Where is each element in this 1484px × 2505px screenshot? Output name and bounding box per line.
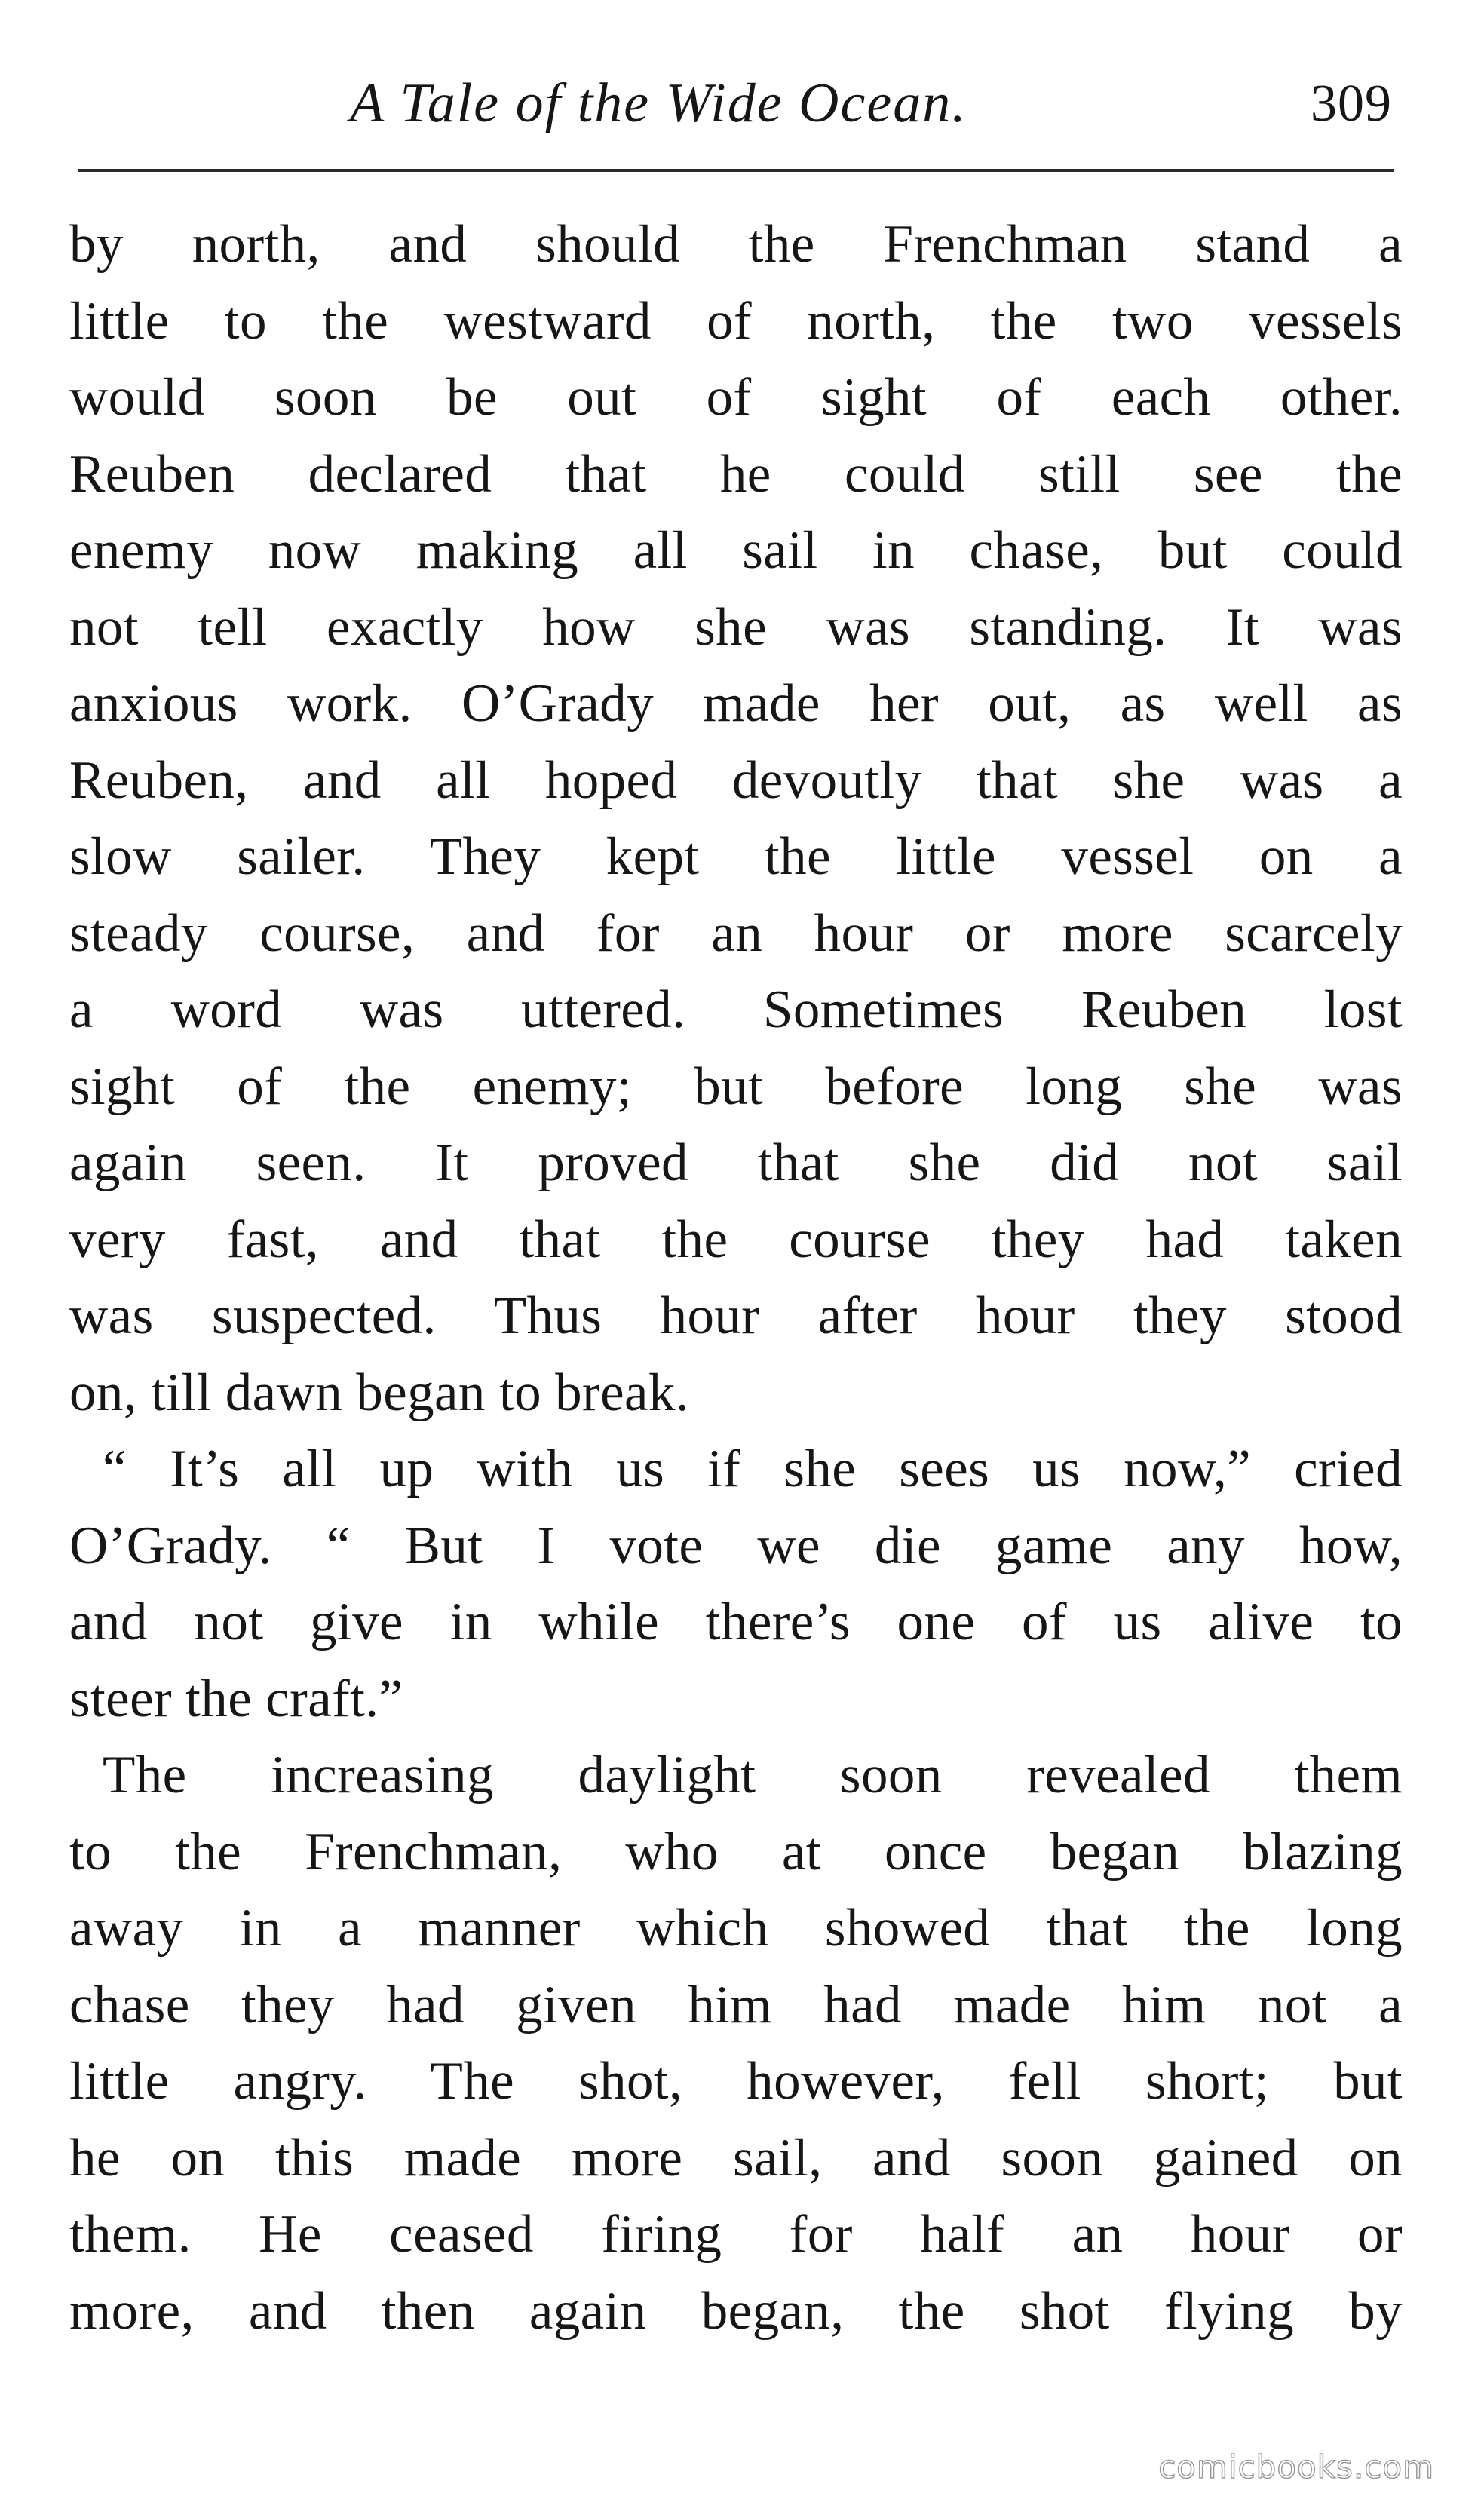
text-line: Reuben declared that he could still see the [69,444,1403,504]
watermark: comicbooks.com [1158,2448,1434,2485]
text-line: them. He ceased firing for half an hour or [69,2205,1403,2264]
text-line: was suspected. Thus hour after hour they stood [69,1286,1403,1345]
text-line: enemy now making all sail in chase, but could [69,521,1403,580]
text-line: by north, and should the Frenchman stand a [69,215,1403,274]
text-line: Reuben, and all hoped devoutly that she was a [69,750,1403,810]
text-line: very fast, and that the course they had taken [69,1210,1403,1269]
text-line: to the Frenchman, who at once began blazing [69,1822,1403,1881]
text-line: a word was uttered. Sometimes Reuben lost [69,980,1403,1039]
text-line: again seen. It proved that she did not sail [69,1133,1403,1192]
header-rule [78,169,1394,172]
text-line: O’Grady. “ But I vote we die game any how, [69,1516,1403,1575]
text-line: chase they had given him had made him not a [69,1975,1403,2034]
text-line: more, and then again began, the shot flying by [69,2281,1403,2341]
page-number: 309 [1311,75,1392,133]
text-line: slow sailer. They kept the little vessel on a [69,827,1403,886]
running-title: A Tale of the Wide Ocean. [350,72,967,134]
running-head [69,62,1409,145]
text-line: would soon be out of sight of each other. [69,368,1403,427]
text-line: not tell exactly how she was standing. It was [69,597,1403,657]
text-line: steady course, and for an hour or more scarcely [69,903,1403,963]
text-line: The increasing daylight soon revealed them [103,1746,1403,1804]
text-line: little angry. The shot, however, fell short; but [69,2052,1403,2111]
text-line: away in a manner which showed that the long [69,1899,1403,1958]
text-line: he on this made more sail, and soon gained on [69,2128,1403,2188]
text-line: on, till dawn began to break. [69,1363,689,1422]
text-line: steer the craft.” [69,1669,403,1728]
text-line: anxious work. O’Grady made her out, as well as [69,674,1403,733]
text-line: sight of the enemy; but before long she was [69,1056,1403,1116]
body-text [69,207,1403,2350]
text-line: “ It’s all up with us if she sees us now,” cried [103,1440,1403,1498]
text-line: little to the westward of north, the two vessels [69,291,1403,351]
text-line: and not give in while there’s one of us alive to [69,1593,1403,1651]
